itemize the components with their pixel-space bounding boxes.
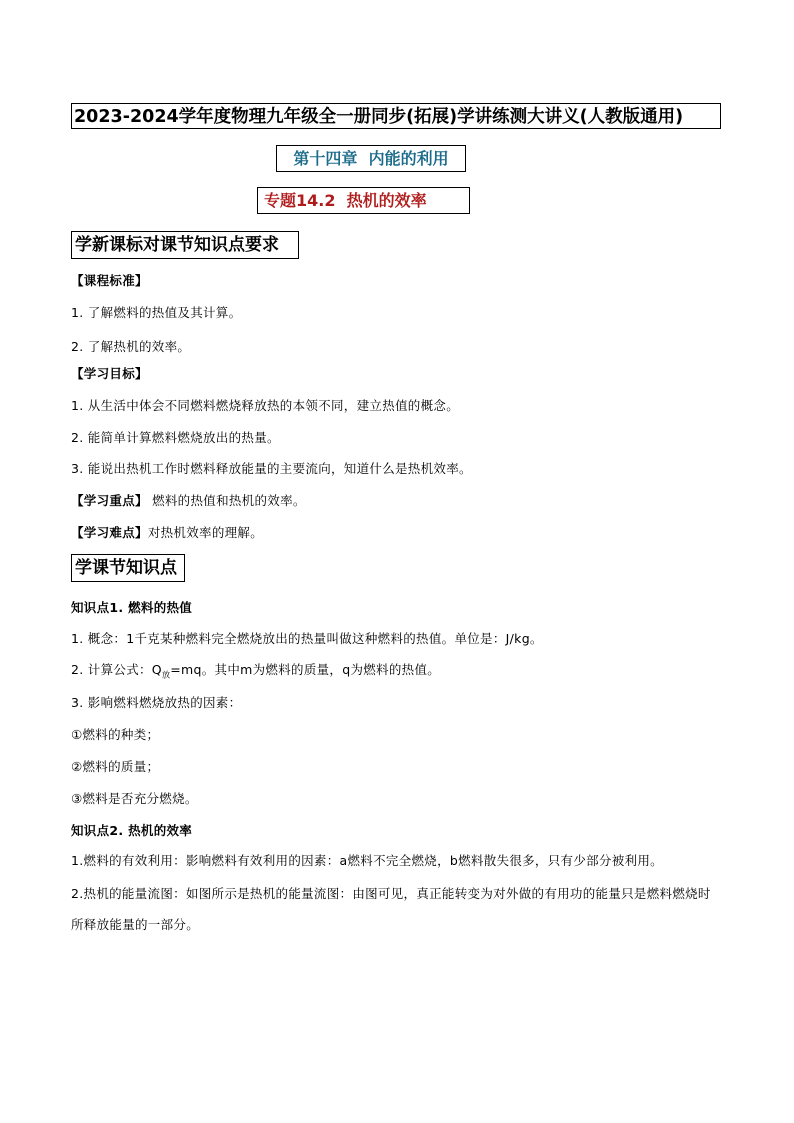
curriculum-item: 2. 了解热机的效率。 — [71, 339, 191, 354]
section-heading-knowledge: 学课节知识点 — [71, 554, 185, 582]
curriculum-label: 【课程标准】 — [71, 273, 148, 288]
main-title: 2023-2024学年度物理九年级全一册同步(拓展)学讲练测大讲义(人教版通用) — [71, 103, 721, 129]
difficulty-text: 对热机效率的理解。 — [147, 525, 264, 540]
kp1-factors: 3. 影响燃料燃烧放热的因素： — [71, 695, 242, 710]
difficulty-points — [71, 525, 263, 541]
key-label: 【学习重点】 — [71, 493, 148, 508]
knowledge-point-2-title: 知识点2. 热机的效率 — [71, 823, 193, 838]
topic-title: 专题14.2 热机的效率 — [257, 187, 470, 214]
goal-item: 1. 从生活中体会不同燃料燃烧释放热的本领不同，建立热值的概念。 — [71, 398, 460, 413]
kp1-factor-item: ③燃料是否充分燃烧。 — [71, 791, 198, 806]
kp1-formula — [71, 662, 440, 684]
key-text: 燃料的热值和热机的效率。 — [147, 493, 306, 508]
chapter-title: 第十四章 内能的利用 — [276, 145, 466, 172]
knowledge-point-1-title: 知识点1. 燃料的热值 — [71, 600, 193, 615]
kp1-factor-item: ①燃料的种类； — [71, 727, 160, 742]
curriculum-item: 1. 了解燃料的热值及其计算。 — [71, 305, 242, 320]
goal-item: 3. 能说出热机工作时燃料释放能量的主要流向，知道什么是热机效率。 — [71, 461, 472, 476]
kp1-factor-item: ②燃料的质量； — [71, 759, 160, 774]
goals-label: 【学习目标】 — [71, 366, 148, 381]
kp1-concept: 1. 概念：1千克某种燃料完全燃烧放出的热量叫做这种燃料的热值。单位是：J/kg。 — [71, 631, 543, 646]
key-points — [71, 493, 306, 509]
difficulty-label: 【学习难点】 — [71, 525, 148, 540]
formula-prefix: 2. 计算公式：Q — [71, 662, 162, 677]
goal-item: 2. 能简单计算燃料燃烧放出的热量。 — [71, 430, 280, 445]
formula-suffix: =mq。其中m为燃料的质量，q为燃料的热值。 — [170, 662, 441, 677]
kp2-paragraph-1: 1.燃料的有效利用：影响燃料有效利用的因素：a燃料不完全燃烧，b燃料散失很多，只有少部分被利用。 — [71, 853, 663, 868]
formula-subscript: 放 — [161, 670, 171, 680]
kp2-paragraph-2: 2.热机的能量流图：如图所示是热机的能量流图：由图可见，真正能转变为对外做的有用功的能量只是燃料燃烧时所释放能量的一部分。 — [71, 886, 711, 932]
section-heading-requirements: 学新课标对课节知识点要求 — [71, 231, 299, 259]
